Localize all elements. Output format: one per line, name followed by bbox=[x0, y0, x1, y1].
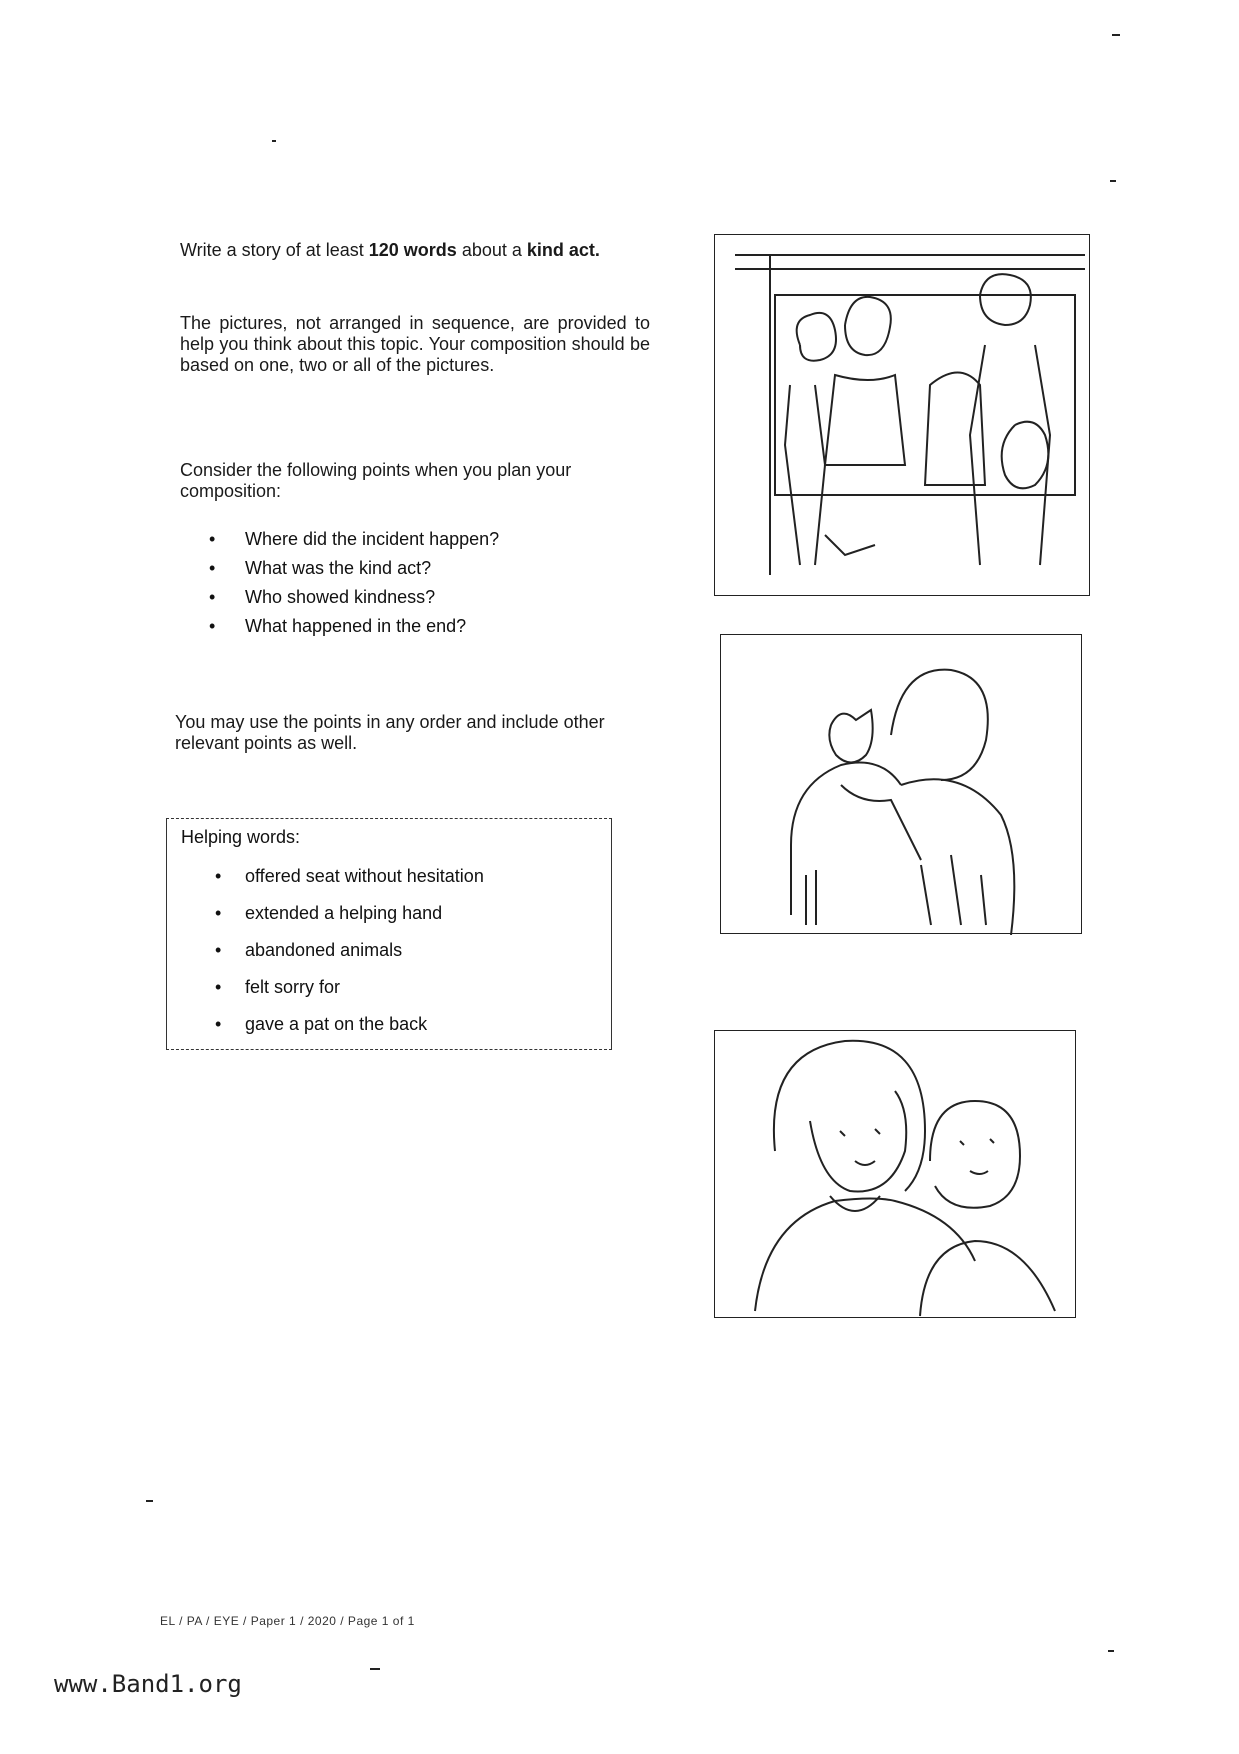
page-footer: EL / PA / EYE / Paper 1 / 2020 / Page 1 of 1 bbox=[160, 1614, 415, 1628]
scan-speck bbox=[1112, 34, 1120, 36]
scan-speck bbox=[272, 140, 276, 142]
task-topic: kind act. bbox=[526, 240, 600, 260]
helping-word: • offered seat without hesitation bbox=[215, 865, 484, 902]
guiding-points-list bbox=[205, 528, 499, 644]
task-middle: about a bbox=[461, 240, 522, 260]
task-word-count: 120 words bbox=[368, 240, 457, 260]
helping-word: • gave a pat on the back bbox=[215, 1013, 484, 1050]
mother-and-child-picture bbox=[714, 1030, 1076, 1318]
helping-words-list bbox=[215, 865, 484, 1050]
consider-intro: Consider the following points when you plan your composition: bbox=[180, 460, 572, 501]
helping-words-box bbox=[166, 818, 612, 1050]
helping-word: • abandoned animals bbox=[215, 939, 484, 976]
task-prompt bbox=[180, 240, 670, 261]
helping-words-title: Helping words: bbox=[181, 827, 301, 847]
person-holding-cat-picture bbox=[720, 634, 1082, 934]
helping-word: • extended a helping hand bbox=[215, 902, 484, 939]
task-prefix: Write a story of at least bbox=[180, 240, 364, 260]
scan-speck bbox=[1110, 180, 1116, 182]
pictures-note: The pictures, not arranged in sequence, are provided to help you think about this topic. Your composition should be based on one, two or all of the pictures. bbox=[180, 313, 650, 375]
helping-word: • felt sorry for bbox=[215, 976, 484, 1013]
guiding-point: • Where did the incident happen? bbox=[205, 528, 499, 557]
guiding-point: • What was the kind act? bbox=[205, 557, 499, 586]
bus-scene-picture bbox=[714, 234, 1090, 596]
scan-speck bbox=[146, 1500, 153, 1502]
guiding-point: • What happened in the end? bbox=[205, 615, 499, 644]
order-note: You may use the points in any order and include other relevant points as well. bbox=[175, 712, 605, 753]
scan-speck bbox=[1108, 1650, 1114, 1652]
watermark: www.Band1.org bbox=[54, 1670, 242, 1698]
guiding-point: • Who showed kindness? bbox=[205, 586, 499, 615]
scan-speck bbox=[370, 1668, 380, 1670]
